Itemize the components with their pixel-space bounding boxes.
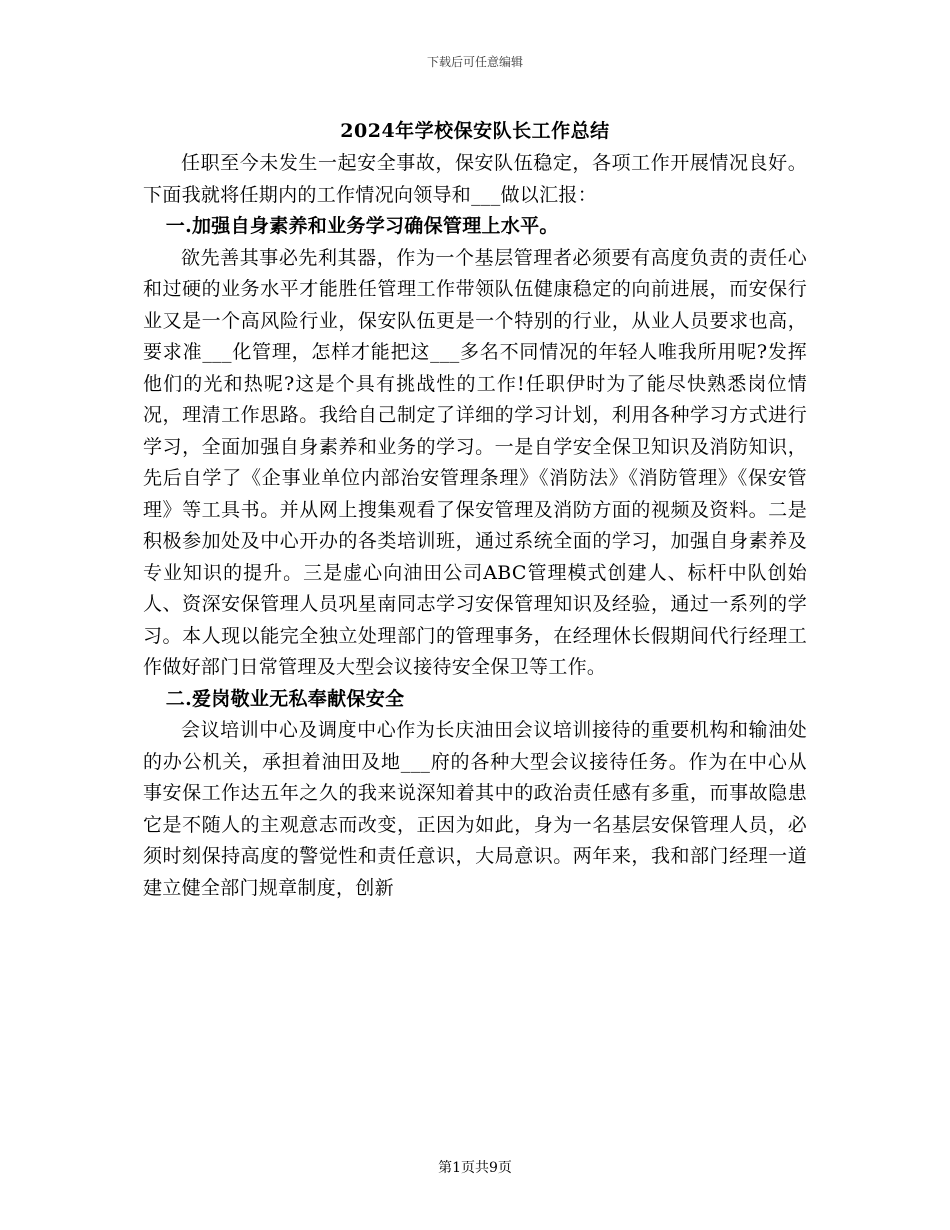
section-2-paragraph: 会议培训中心及调度中心作为长庆油田会议培训接待的重要机构和输油处的办公机关，承担着油田及地___府的各种大型会议接待任务。作为在中心从事安保工作达五年之久的我来说深知着其中的政治责任感有多重，而事故隐患它是不随人的主观意志而改变，正因为如此，身为一名基层安保管理人员，必须时刻保持高度的警觉性和责任意识，大局意识。两年来，我和部门经理一道建立健全部门规章制度，创新 [143, 719, 807, 899]
page-number: 第1页共9页 [438, 1160, 512, 1176]
page-header-note: 下载后可任意编辑 [426, 55, 523, 69]
document-title: 2024年学校保安队长工作总结 [340, 120, 610, 142]
section-2-heading: 二.爱岗敬业无私奉献保安全 [165, 687, 405, 710]
section-1-heading: 一.加强自身素养和业务学习确保管理上水平。 [165, 215, 559, 237]
section-1-paragraph: 欲先善其事必先利其器，作为一个基层管理者必须要有高度负责的责任心和过硬的业务水平才能胜任管理工作带领队伍健康稳定的向前进展，而安保行业又是一个高风险行业，保安队伍更是一个特别的行业，从业人员要求也高，要求准___化管理，怎样才能把这___多名不同情况的年轻人唯我所用呢?发挥他们的光和热呢?这是个具有挑战性的工作!任职伊时为了能尽快熟悉岗位情况，理清工作思路。我给自己制定了详细的学习计划，利用各种学习方式进行学习，全面加强自身素养和业务的学习。一是自学安全保卫知识及消防知识，先后自学了《企事业单位内部治安管理条理》《消防法》《消防管理》《保安管理》等工具书。并从网上搜集观看了保安管理及消防方面的视频及资料。二是积极参加处及中心开办的各类培训班，通过系统全面的学习，加强自身素养及专业知识的提升。三是虚心向油田公司ABC管理模式创建人、标杆中队创始人、资深安保管理人员巩星南同志学习安保管理知识及经验，通过一系列的学习。本人现以能完全独立处理部门的管理事务，在经理休长假期间代行经理工作做好部门日常管理及大型会议接待安全保卫等工作。 [143, 246, 807, 678]
document-body [143, 148, 807, 904]
intro-paragraph: 任职至今未发生一起安全事故，保安队伍稳定，各项工作开展情况良好。下面我就将任期内的工作情况向领导和___做以汇报： [143, 152, 807, 206]
